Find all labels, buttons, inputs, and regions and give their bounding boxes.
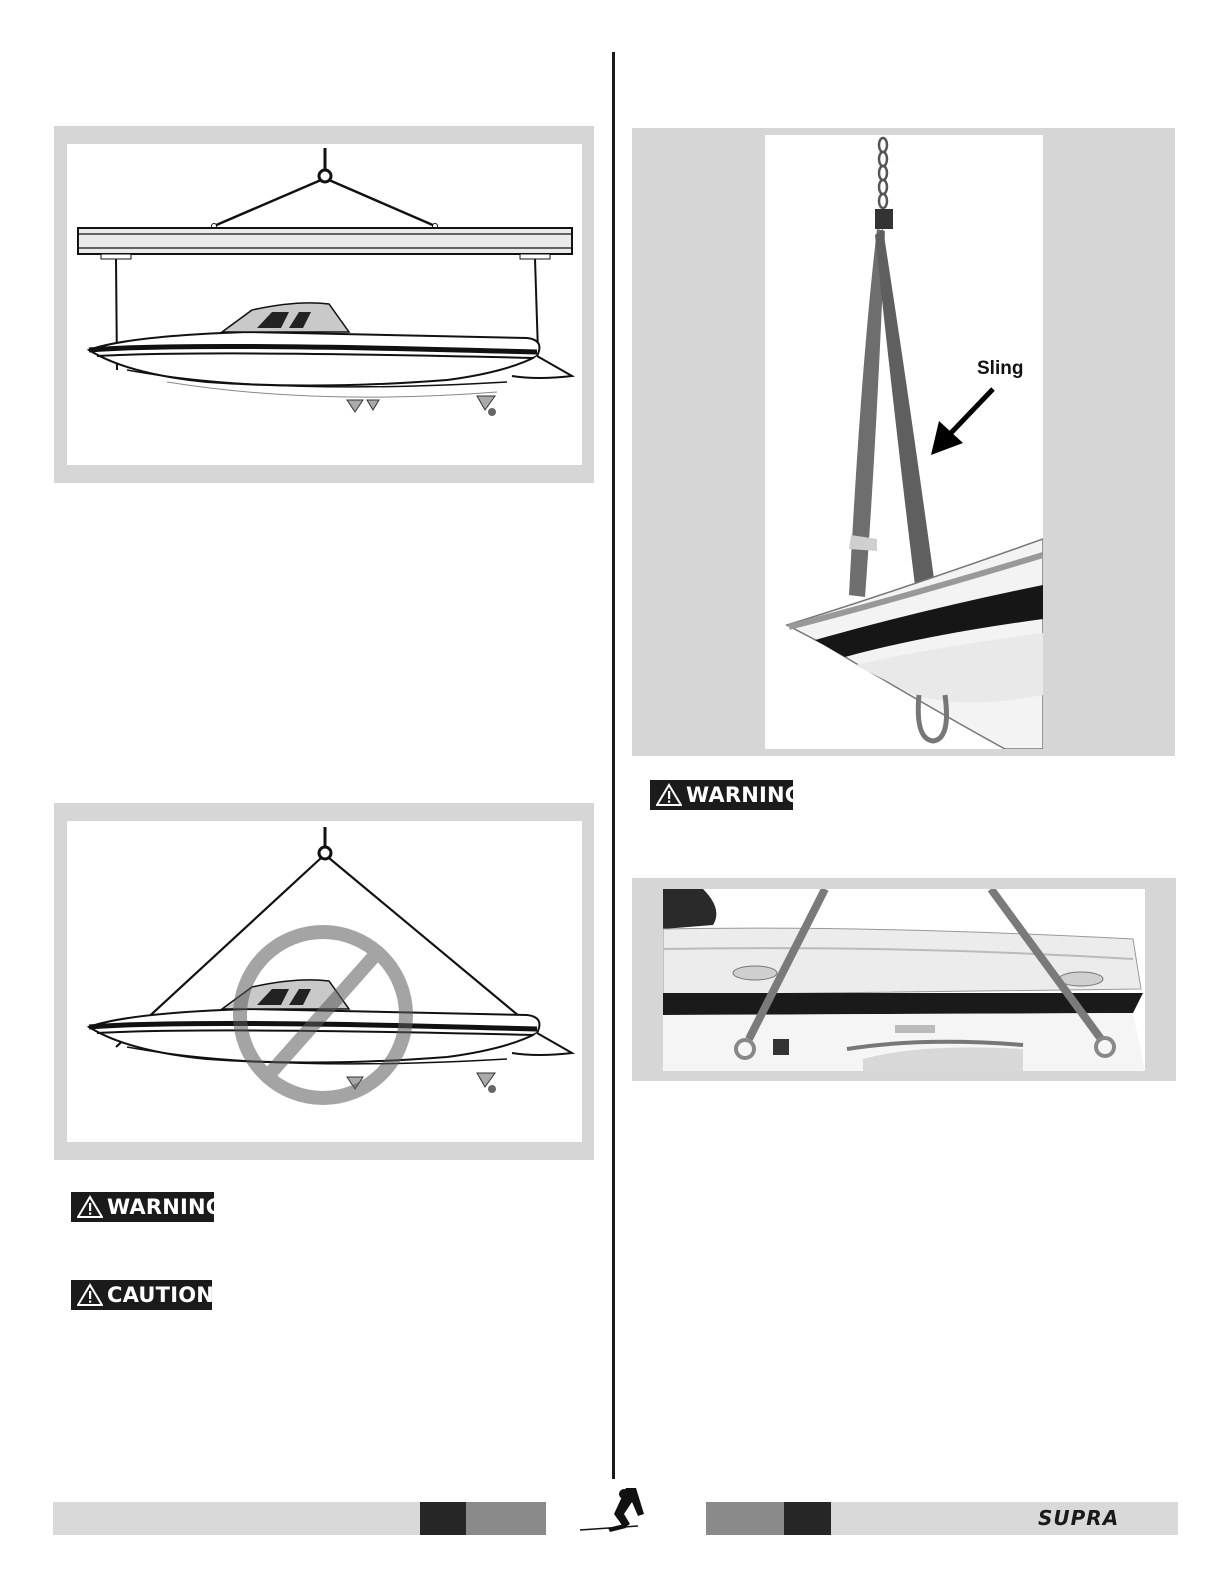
column-divider <box>612 52 615 1479</box>
figure-spreader-bar-frame <box>67 144 582 465</box>
supra-brand-logo: SUPRA <box>1038 1506 1120 1530</box>
boat-lift-spreader-bar-icon <box>67 144 582 465</box>
caution-label: CAUTION <box>107 1283 215 1307</box>
stern-lift-photo <box>663 889 1145 1071</box>
warning-badge-right <box>650 780 803 810</box>
figure-bow-sling <box>632 128 1175 756</box>
figure-spreader-bar-lift <box>54 126 594 483</box>
alert-triangle-icon <box>77 1283 103 1307</box>
caution-badge-left <box>71 1280 215 1310</box>
wakeboarder-logo-icon <box>578 1484 674 1534</box>
warning-badge-left <box>71 1192 224 1222</box>
alert-triangle-icon <box>77 1195 103 1219</box>
footer-segment-dark-right <box>784 1502 831 1535</box>
warning-label: WARNING <box>686 783 803 807</box>
footer-segment-dark-left <box>420 1502 466 1535</box>
warning-label: WARNING <box>107 1195 224 1219</box>
figure-incorrect-lift-frame <box>67 821 582 1142</box>
figure-stern-lift <box>632 878 1176 1081</box>
sling-label: Sling <box>977 358 1024 379</box>
figure-incorrect-lift <box>54 803 594 1160</box>
alert-triangle-icon <box>656 783 682 807</box>
footer-segment-mid-right <box>706 1502 784 1535</box>
arrow-icon <box>927 383 999 459</box>
footer-segment-mid-left <box>466 1502 546 1535</box>
incorrect-lift-drawing <box>67 821 582 1142</box>
bow-sling-photo <box>765 135 1043 749</box>
